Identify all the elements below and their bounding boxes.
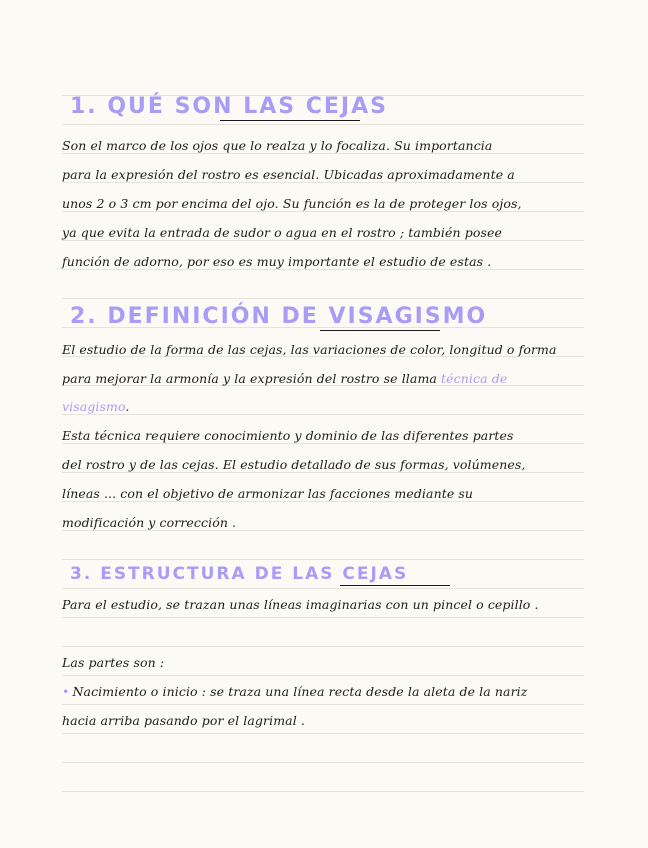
section-3-line-1: Para el estudio, se trazan unas líneas imaginarias con un pincel o cepillo .	[62, 597, 539, 612]
section-2-para-2-line-2: del rostro y de las cejas. El estudio detallado de sus formas, volúmenes,	[62, 457, 526, 472]
ruled-line	[62, 472, 584, 473]
section-3-heading-text: 3. ESTRUCTURA DE LAS CEJAS	[70, 564, 409, 584]
section-2-line-3	[62, 399, 584, 414]
parts-label: Las partes son :	[62, 655, 165, 670]
section-1-line-5: función de adorno, por eso es muy importante el estudio de estas .	[62, 254, 492, 269]
section-1-heading-text: 1. QUÉ SON LAS CEJAS	[70, 94, 388, 119]
ruled-line	[62, 443, 584, 444]
ruled-line	[62, 240, 584, 241]
ruled-line	[62, 414, 584, 415]
heading-underline	[340, 585, 450, 587]
term-highlight: técnica de	[441, 371, 508, 386]
section-2-para-2-line-1: Esta técnica requiere conocimiento y dominio de las diferentes partes	[62, 428, 514, 443]
ruled-line	[62, 559, 584, 560]
ruled-line	[62, 124, 584, 125]
ruled-line	[62, 675, 584, 676]
ruled-line	[62, 153, 584, 154]
ruled-line	[62, 733, 584, 734]
ruled-line	[62, 762, 584, 763]
ruled-line	[62, 791, 584, 792]
bullet-item-line-1	[62, 684, 584, 699]
section-2-line-2	[62, 371, 584, 386]
heading-underline	[220, 120, 360, 122]
ruled-line	[62, 588, 584, 589]
heading-underline	[320, 330, 440, 332]
ruled-line	[62, 646, 584, 647]
section-1-line-4: ya que evita la entrada de sudor o agua en el rostro ; también posee	[62, 225, 502, 240]
section-1-line-2: para la expresión del rostro es esencial. Ubicadas aproximadamente a	[62, 167, 515, 182]
ruled-line	[62, 269, 584, 270]
ruled-line	[62, 211, 584, 212]
section-2-line-2-text: para mejorar la armonía y la expresión del rostro se llama	[62, 371, 442, 386]
section-2-heading-text: 2. DEFINICIÓN DE VISAGISMO	[70, 304, 488, 329]
section-1-line-3: unos 2 o 3 cm por encima del ojo. Su función es la de proteger los ojos,	[62, 196, 522, 211]
section-2-para-2-line-4: modificación y corrección .	[62, 515, 237, 530]
ruled-line	[62, 704, 584, 705]
section-2-heading	[70, 304, 487, 329]
ruled-line	[62, 501, 584, 502]
section-1-line-1: Son el marco de los ojos que lo realza y lo focaliza. Su importancia	[62, 138, 493, 153]
ruled-line	[62, 617, 584, 618]
bullet-item-text: Nacimiento o inicio : se traza una línea recta desde la aleta de la nariz	[72, 684, 528, 699]
section-2-line-1: El estudio de la forma de las cejas, las variaciones de color, longitud o forma	[62, 342, 557, 357]
bullet-icon: •	[62, 684, 70, 699]
term-highlight-end: visagismo	[62, 399, 126, 414]
ruled-line	[62, 182, 584, 183]
section-3-heading	[70, 564, 408, 584]
section-2-para-2-line-3: líneas ... con el objetivo de armonizar las facciones mediante su	[62, 486, 474, 501]
section-1-heading	[70, 94, 388, 119]
ruled-line	[62, 298, 584, 299]
period: .	[125, 399, 130, 414]
ruled-line	[62, 530, 584, 531]
bullet-item-line-2: hacia arriba pasando por el lagrimal .	[62, 713, 305, 728]
